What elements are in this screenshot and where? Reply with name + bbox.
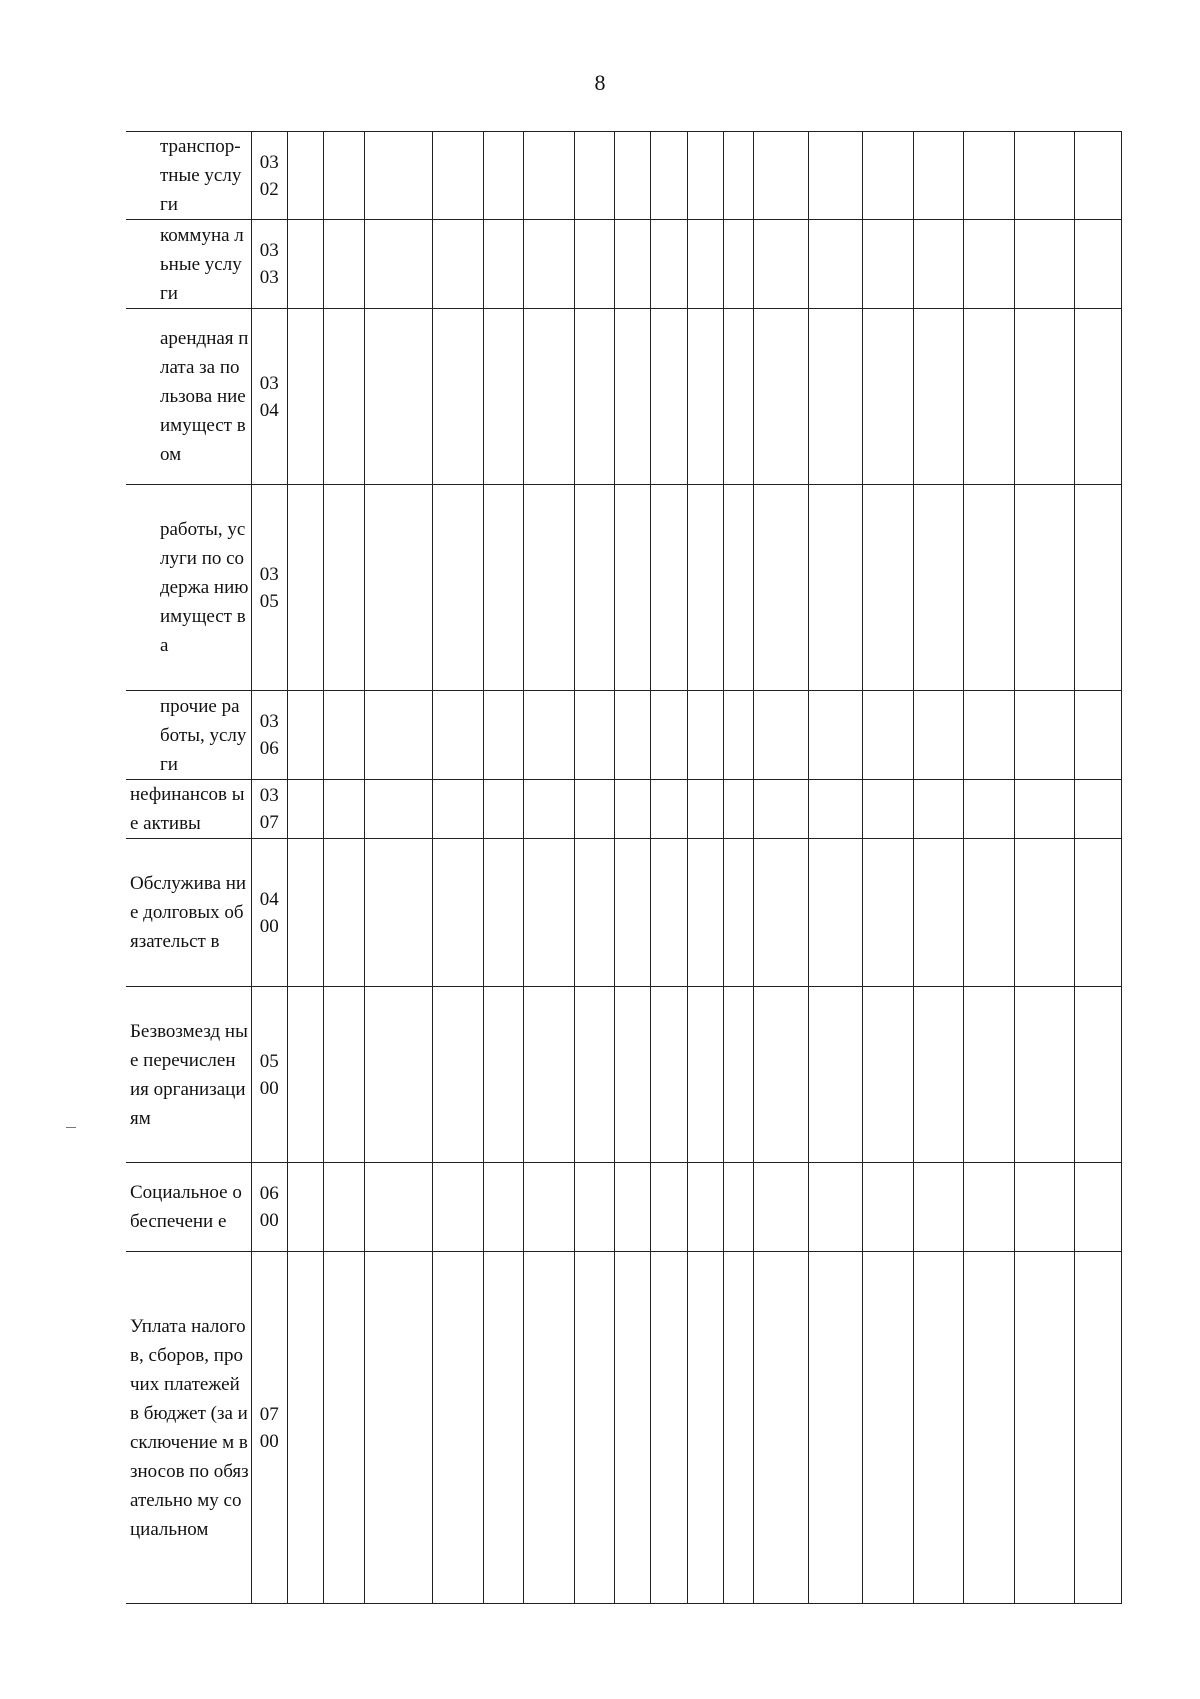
- empty-data-cell: [1075, 987, 1122, 1163]
- empty-data-cell: [687, 839, 723, 987]
- empty-data-cell: [964, 485, 1014, 691]
- empty-data-cell: [651, 839, 687, 987]
- empty-data-cell: [754, 839, 809, 987]
- row-code-cell: [251, 1252, 287, 1604]
- empty-data-cell: [651, 987, 687, 1163]
- row-label: Уплата налогов, сборов, прочих платежей в бюджет (за исключение м взносов по обязательно му социальном: [130, 1315, 249, 1540]
- empty-data-cell: [913, 691, 963, 780]
- empty-data-cell: [288, 485, 324, 691]
- row-label: нефинансов ые активы: [130, 784, 245, 834]
- empty-data-cell: [433, 691, 483, 780]
- empty-data-cell: [483, 132, 523, 220]
- empty-data-cell: [364, 220, 433, 309]
- table-row: [126, 1163, 1122, 1252]
- row-code: 03 07: [259, 785, 279, 833]
- empty-data-cell: [324, 485, 364, 691]
- empty-data-cell: [524, 309, 574, 485]
- empty-data-cell: [1014, 780, 1075, 839]
- row-code: 05 00: [259, 1050, 279, 1099]
- empty-data-cell: [687, 987, 723, 1163]
- empty-data-cell: [651, 485, 687, 691]
- empty-data-cell: [615, 780, 651, 839]
- empty-data-cell: [964, 1163, 1014, 1252]
- empty-data-cell: [651, 1252, 687, 1604]
- row-code: 04 00: [259, 888, 279, 937]
- empty-data-cell: [524, 132, 574, 220]
- empty-data-cell: [615, 220, 651, 309]
- empty-data-cell: [483, 1252, 523, 1604]
- empty-data-cell: [687, 485, 723, 691]
- empty-data-cell: [808, 132, 863, 220]
- empty-data-cell: [483, 485, 523, 691]
- row-code-cell: [251, 839, 287, 987]
- empty-data-cell: [288, 987, 324, 1163]
- empty-data-cell: [651, 1163, 687, 1252]
- empty-data-cell: [724, 220, 754, 309]
- empty-data-cell: [913, 220, 963, 309]
- empty-data-cell: [724, 1163, 754, 1252]
- empty-data-cell: [808, 839, 863, 987]
- empty-data-cell: [754, 1252, 809, 1604]
- empty-data-cell: [964, 780, 1014, 839]
- empty-data-cell: [687, 1163, 723, 1252]
- empty-data-cell: [687, 1252, 723, 1604]
- empty-data-cell: [524, 1252, 574, 1604]
- row-code-cell: [251, 1163, 287, 1252]
- empty-data-cell: [324, 1252, 364, 1604]
- empty-data-cell: [433, 1252, 483, 1604]
- row-code: 03 04: [259, 372, 279, 421]
- table-row: [126, 691, 1122, 780]
- row-label: Безвозмезд ные перечислен ия организаци ям: [130, 1020, 248, 1129]
- row-code: 03 06: [259, 711, 279, 759]
- row-code: 03 03: [259, 240, 279, 288]
- empty-data-cell: [524, 987, 574, 1163]
- empty-data-cell: [324, 780, 364, 839]
- row-label-cell: [126, 132, 251, 220]
- empty-data-cell: [483, 1163, 523, 1252]
- empty-data-cell: [1014, 132, 1075, 220]
- empty-data-cell: [1014, 691, 1075, 780]
- empty-data-cell: [651, 780, 687, 839]
- empty-data-cell: [964, 309, 1014, 485]
- empty-data-cell: [615, 839, 651, 987]
- empty-data-cell: [687, 780, 723, 839]
- row-label-cell: [126, 220, 251, 309]
- empty-data-cell: [1075, 1163, 1122, 1252]
- row-label-cell: [126, 987, 251, 1163]
- empty-data-cell: [687, 220, 723, 309]
- empty-data-cell: [754, 485, 809, 691]
- empty-data-cell: [754, 220, 809, 309]
- empty-data-cell: [433, 780, 483, 839]
- empty-data-cell: [364, 839, 433, 987]
- empty-data-cell: [364, 132, 433, 220]
- scan-mark: [66, 1127, 76, 1128]
- empty-data-cell: [913, 1252, 963, 1604]
- empty-data-cell: [288, 780, 324, 839]
- empty-data-cell: [615, 309, 651, 485]
- empty-data-cell: [433, 839, 483, 987]
- table-row: [126, 132, 1122, 220]
- empty-data-cell: [574, 309, 614, 485]
- table-row: [126, 987, 1122, 1163]
- empty-data-cell: [1075, 780, 1122, 839]
- empty-data-cell: [574, 1252, 614, 1604]
- empty-data-cell: [1075, 309, 1122, 485]
- empty-data-cell: [524, 220, 574, 309]
- empty-data-cell: [483, 780, 523, 839]
- empty-data-cell: [1014, 309, 1075, 485]
- row-label: арендная плата за пользова ние имущест вом: [160, 328, 249, 465]
- empty-data-cell: [615, 1163, 651, 1252]
- empty-data-cell: [1075, 220, 1122, 309]
- empty-data-cell: [1014, 220, 1075, 309]
- empty-data-cell: [324, 220, 364, 309]
- table-row: [126, 1252, 1122, 1604]
- empty-data-cell: [1014, 839, 1075, 987]
- empty-data-cell: [863, 485, 913, 691]
- empty-data-cell: [964, 839, 1014, 987]
- row-label-cell: [126, 691, 251, 780]
- empty-data-cell: [524, 691, 574, 780]
- row-code-cell: [251, 485, 287, 691]
- table-row: [126, 309, 1122, 485]
- row-label-cell: [126, 1252, 251, 1604]
- empty-data-cell: [913, 780, 963, 839]
- empty-data-cell: [808, 309, 863, 485]
- empty-data-cell: [863, 220, 913, 309]
- empty-data-cell: [964, 987, 1014, 1163]
- empty-data-cell: [364, 1163, 433, 1252]
- empty-data-cell: [687, 691, 723, 780]
- empty-data-cell: [524, 839, 574, 987]
- empty-data-cell: [1075, 839, 1122, 987]
- empty-data-cell: [574, 485, 614, 691]
- page-number: 8: [594, 70, 606, 95]
- empty-data-cell: [433, 485, 483, 691]
- empty-data-cell: [651, 220, 687, 309]
- empty-data-cell: [615, 132, 651, 220]
- empty-data-cell: [288, 309, 324, 485]
- empty-data-cell: [724, 839, 754, 987]
- empty-data-cell: [1014, 1163, 1075, 1252]
- empty-data-cell: [324, 132, 364, 220]
- empty-data-cell: [364, 691, 433, 780]
- row-label-cell: [126, 839, 251, 987]
- empty-data-cell: [687, 132, 723, 220]
- row-label: Социальное обеспечени е: [130, 1182, 242, 1232]
- empty-data-cell: [324, 839, 364, 987]
- empty-data-cell: [288, 691, 324, 780]
- empty-data-cell: [433, 987, 483, 1163]
- empty-data-cell: [724, 309, 754, 485]
- empty-data-cell: [651, 309, 687, 485]
- empty-data-cell: [724, 1252, 754, 1604]
- empty-data-cell: [288, 839, 324, 987]
- empty-data-cell: [913, 485, 963, 691]
- empty-data-cell: [574, 220, 614, 309]
- empty-data-cell: [863, 1163, 913, 1252]
- empty-data-cell: [483, 309, 523, 485]
- empty-data-cell: [964, 220, 1014, 309]
- empty-data-cell: [483, 691, 523, 780]
- empty-data-cell: [433, 1163, 483, 1252]
- row-code-cell: [251, 780, 287, 839]
- empty-data-cell: [724, 132, 754, 220]
- empty-data-cell: [913, 1163, 963, 1252]
- row-code-cell: [251, 220, 287, 309]
- empty-data-cell: [288, 1163, 324, 1252]
- row-label-cell: [126, 1163, 251, 1252]
- empty-data-cell: [1075, 132, 1122, 220]
- empty-data-cell: [724, 987, 754, 1163]
- empty-data-cell: [324, 691, 364, 780]
- empty-data-cell: [524, 1163, 574, 1252]
- table-row: [126, 220, 1122, 309]
- empty-data-cell: [324, 987, 364, 1163]
- row-code: 03 02: [259, 151, 279, 200]
- empty-data-cell: [754, 1163, 809, 1252]
- table-row: [126, 839, 1122, 987]
- empty-data-cell: [808, 485, 863, 691]
- row-label-cell: [126, 780, 251, 839]
- empty-data-cell: [808, 780, 863, 839]
- empty-data-cell: [808, 691, 863, 780]
- empty-data-cell: [1075, 1252, 1122, 1604]
- empty-data-cell: [808, 1252, 863, 1604]
- empty-data-cell: [913, 309, 963, 485]
- empty-data-cell: [964, 132, 1014, 220]
- empty-data-cell: [364, 485, 433, 691]
- empty-data-cell: [433, 309, 483, 485]
- empty-data-cell: [288, 1252, 324, 1604]
- row-code: 06 00: [259, 1183, 279, 1231]
- empty-data-cell: [1075, 691, 1122, 780]
- empty-data-cell: [483, 220, 523, 309]
- empty-data-cell: [615, 1252, 651, 1604]
- empty-data-cell: [364, 1252, 433, 1604]
- empty-data-cell: [754, 780, 809, 839]
- empty-data-cell: [754, 309, 809, 485]
- empty-data-cell: [364, 309, 433, 485]
- empty-data-cell: [1014, 485, 1075, 691]
- empty-data-cell: [615, 485, 651, 691]
- empty-data-cell: [964, 691, 1014, 780]
- empty-data-cell: [651, 132, 687, 220]
- empty-data-cell: [651, 691, 687, 780]
- row-label: транспор-тные услуги: [160, 136, 242, 215]
- table-row: [126, 780, 1122, 839]
- empty-data-cell: [863, 987, 913, 1163]
- empty-data-cell: [574, 780, 614, 839]
- empty-data-cell: [1014, 987, 1075, 1163]
- row-code-cell: [251, 987, 287, 1163]
- empty-data-cell: [808, 220, 863, 309]
- empty-data-cell: [687, 309, 723, 485]
- budget-table: [126, 131, 1122, 1604]
- empty-data-cell: [483, 839, 523, 987]
- empty-data-cell: [754, 691, 809, 780]
- empty-data-cell: [615, 691, 651, 780]
- empty-data-cell: [524, 780, 574, 839]
- empty-data-cell: [1014, 1252, 1075, 1604]
- empty-data-cell: [364, 987, 433, 1163]
- empty-data-cell: [863, 780, 913, 839]
- empty-data-cell: [724, 780, 754, 839]
- row-code: 07 00: [259, 1403, 279, 1452]
- row-label: работы, услуги по содержа нию имущест ва: [160, 519, 249, 656]
- row-label: прочие работы, услуги: [160, 695, 247, 775]
- row-label: коммуна льные услуги: [160, 224, 244, 304]
- empty-data-cell: [574, 1163, 614, 1252]
- table-row: [126, 485, 1122, 691]
- empty-data-cell: [574, 132, 614, 220]
- empty-data-cell: [524, 485, 574, 691]
- empty-data-cell: [324, 1163, 364, 1252]
- empty-data-cell: [913, 839, 963, 987]
- row-code-cell: [251, 691, 287, 780]
- empty-data-cell: [724, 485, 754, 691]
- row-label-cell: [126, 485, 251, 691]
- empty-data-cell: [754, 132, 809, 220]
- empty-data-cell: [808, 1163, 863, 1252]
- empty-data-cell: [863, 309, 913, 485]
- row-label: Обслужива ние долговых обязательст в: [130, 873, 247, 952]
- empty-data-cell: [615, 987, 651, 1163]
- empty-data-cell: [863, 1252, 913, 1604]
- empty-data-cell: [574, 987, 614, 1163]
- empty-data-cell: [724, 691, 754, 780]
- empty-data-cell: [863, 691, 913, 780]
- row-label-cell: [126, 309, 251, 485]
- empty-data-cell: [288, 220, 324, 309]
- empty-data-cell: [1075, 485, 1122, 691]
- empty-data-cell: [483, 987, 523, 1163]
- row-code: 03 05: [259, 563, 279, 612]
- row-code-cell: [251, 309, 287, 485]
- empty-data-cell: [433, 132, 483, 220]
- empty-data-cell: [808, 987, 863, 1163]
- empty-data-cell: [364, 780, 433, 839]
- empty-data-cell: [574, 839, 614, 987]
- empty-data-cell: [754, 987, 809, 1163]
- empty-data-cell: [288, 132, 324, 220]
- empty-data-cell: [964, 1252, 1014, 1604]
- empty-data-cell: [863, 839, 913, 987]
- empty-data-cell: [574, 691, 614, 780]
- row-code-cell: [251, 132, 287, 220]
- empty-data-cell: [324, 309, 364, 485]
- empty-data-cell: [863, 132, 913, 220]
- empty-data-cell: [913, 987, 963, 1163]
- empty-data-cell: [913, 132, 963, 220]
- empty-data-cell: [433, 220, 483, 309]
